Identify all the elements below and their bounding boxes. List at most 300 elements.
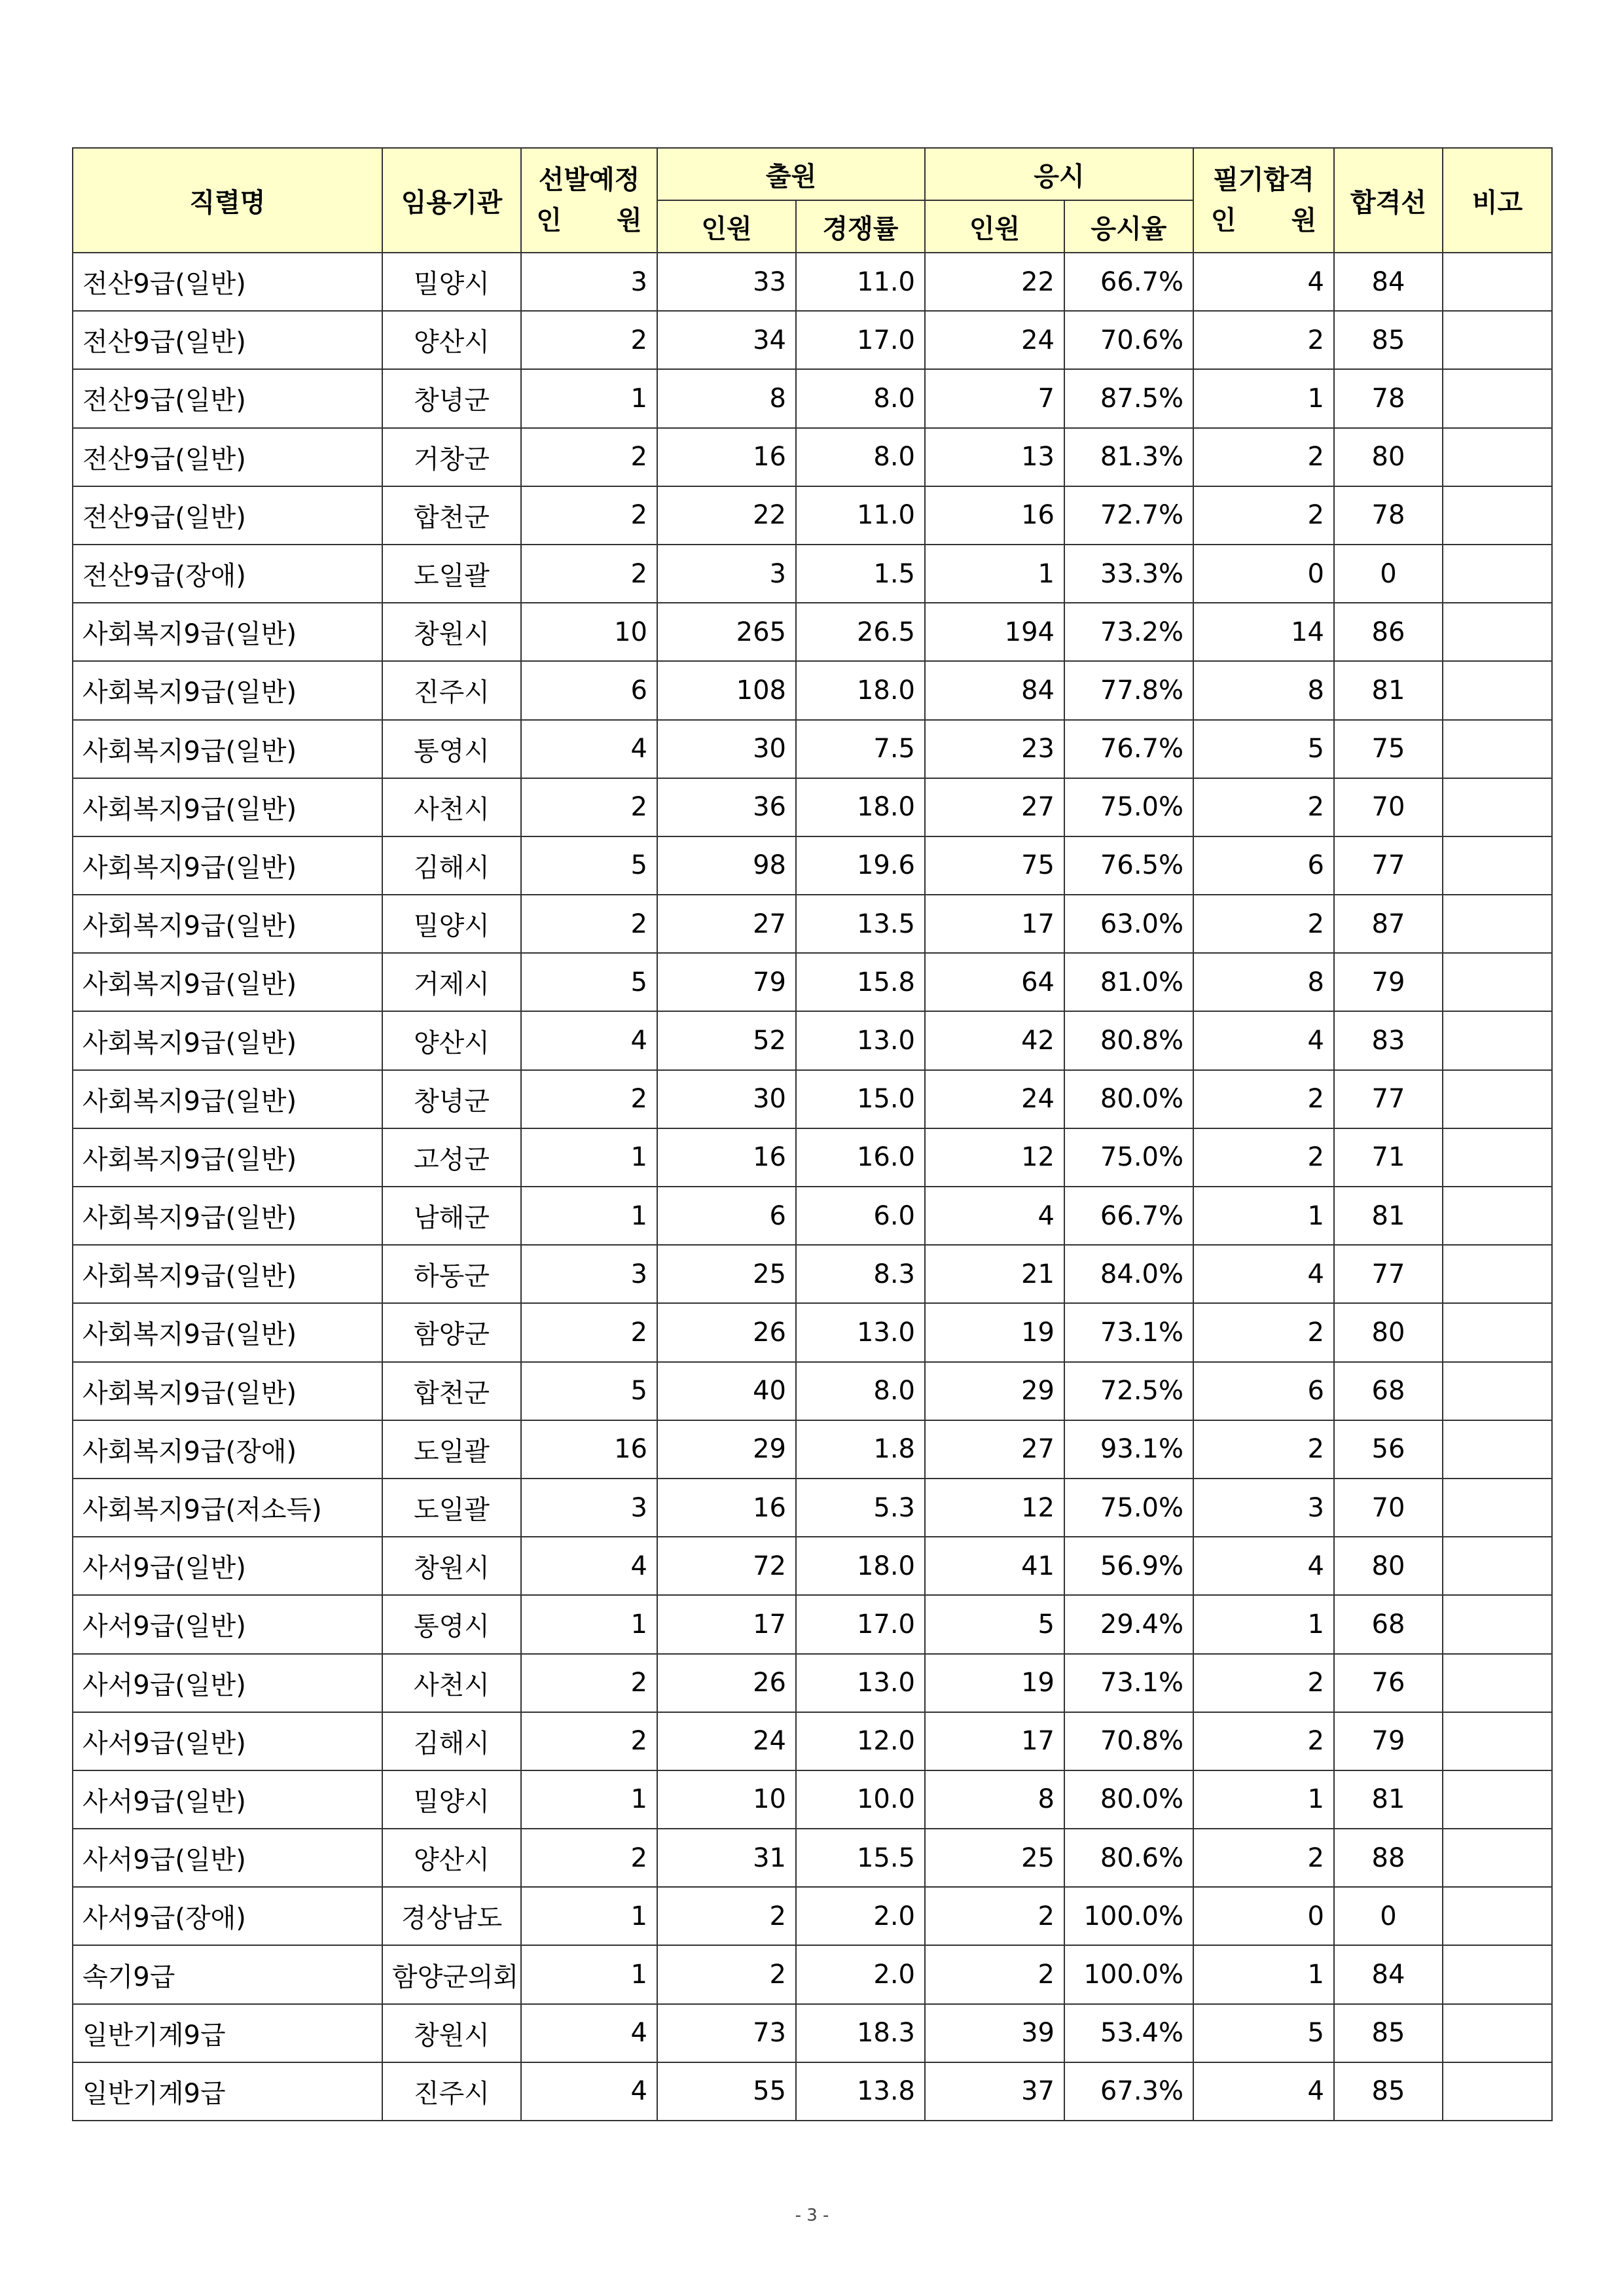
cell-cutoff: 81 [1334,1187,1443,1245]
cell-competition: 8.0 [796,369,925,427]
table-row [73,1595,1552,1653]
cell-passed: 0 [1193,545,1334,603]
cell-planned: 1 [521,369,657,427]
cell-job-title: 사회복지9급(일반) [73,1011,382,1069]
header-exam-count: 인원 [925,200,1064,253]
cell-passed: 4 [1193,2062,1334,2121]
cell-examinees: 64 [925,953,1064,1011]
cell-applicants: 8 [657,369,796,427]
cell-note [1443,428,1552,486]
cell-examinees: 2 [925,1945,1064,2003]
cell-exam-rate: 81.3% [1064,428,1193,486]
table-row [73,545,1552,603]
cell-cutoff: 76 [1334,1654,1443,1712]
cell-passed: 1 [1193,1187,1334,1245]
table-row [73,253,1552,311]
cell-note [1443,1712,1552,1770]
table-row [73,1070,1552,1128]
cell-competition: 15.8 [796,953,925,1011]
cell-passed: 14 [1193,603,1334,661]
cell-exam-rate: 73.2% [1064,603,1193,661]
cell-exam-rate: 80.0% [1064,1070,1193,1128]
cell-cutoff: 77 [1334,1070,1443,1128]
cell-job-title: 사회복지9급(일반) [73,1245,382,1303]
cell-exam-rate: 66.7% [1064,253,1193,311]
cell-job-title: 사회복지9급(일반) [73,1187,382,1245]
table-row [73,1829,1552,1887]
cell-planned: 2 [521,895,657,953]
cell-examinees: 17 [925,1712,1064,1770]
cell-exam-rate: 67.3% [1064,2062,1193,2121]
cell-note [1443,1187,1552,1245]
cell-applicants: 52 [657,1011,796,1069]
cell-planned: 2 [521,311,657,369]
cell-planned: 5 [521,1362,657,1420]
cell-examinees: 7 [925,369,1064,427]
cell-competition: 15.0 [796,1070,925,1128]
table-row [73,1887,1552,1945]
cell-examinees: 21 [925,1245,1064,1303]
cell-agency: 도일괄 [382,1479,521,1537]
cell-exam-rate: 53.4% [1064,2004,1193,2062]
table-row [73,1537,1552,1595]
cell-planned: 5 [521,953,657,1011]
table-row [73,2062,1552,2121]
cell-agency: 함양군 [382,1303,521,1361]
cell-competition: 17.0 [796,1595,925,1653]
cell-agency: 양산시 [382,1011,521,1069]
header-exam: 응시 [925,148,1193,200]
cell-note [1443,1595,1552,1653]
cell-examinees: 39 [925,2004,1064,2062]
cell-agency: 진주시 [382,2062,521,2121]
cell-cutoff: 79 [1334,953,1443,1011]
cell-agency: 밀양시 [382,1770,521,1829]
cell-competition: 18.0 [796,1537,925,1595]
cell-agency: 양산시 [382,311,521,369]
cell-job-title: 사서9급(장애) [73,1887,382,1945]
table-header [73,148,1552,253]
cell-exam-rate: 75.0% [1064,1128,1193,1187]
cell-passed: 2 [1193,1712,1334,1770]
cell-passed: 5 [1193,720,1334,778]
cell-job-title: 사회복지9급(일반) [73,778,382,836]
cell-applicants: 26 [657,1303,796,1361]
table-row [73,720,1552,778]
cell-agency: 도일괄 [382,1420,521,1479]
cell-agency: 거창군 [382,428,521,486]
cell-exam-rate: 93.1% [1064,1420,1193,1479]
cell-competition: 19.6 [796,836,925,895]
table-row [73,1245,1552,1303]
cell-planned: 4 [521,1537,657,1595]
cell-applicants: 31 [657,1829,796,1887]
cell-job-title: 사회복지9급(장애) [73,1420,382,1479]
cell-agency: 창녕군 [382,369,521,427]
cell-examinees: 27 [925,778,1064,836]
cell-exam-rate: 76.5% [1064,836,1193,895]
cell-planned: 2 [521,778,657,836]
cell-planned: 5 [521,836,657,895]
cell-cutoff: 80 [1334,1537,1443,1595]
cell-exam-rate: 87.5% [1064,369,1193,427]
cell-competition: 1.8 [796,1420,925,1479]
cell-applicants: 98 [657,836,796,895]
cell-agency: 밀양시 [382,253,521,311]
cell-examinees: 42 [925,1011,1064,1069]
cell-agency: 사천시 [382,1654,521,1712]
cell-job-title: 사서9급(일반) [73,1654,382,1712]
table-row [73,1945,1552,2003]
cell-planned: 2 [521,486,657,545]
cell-planned: 1 [521,1595,657,1653]
table-row [73,603,1552,661]
cell-agency: 통영시 [382,1595,521,1653]
header-cutoff: 합격선 [1334,148,1443,253]
cell-passed: 2 [1193,486,1334,545]
cell-passed: 8 [1193,953,1334,1011]
cell-cutoff: 77 [1334,836,1443,895]
cell-agency: 고성군 [382,1128,521,1187]
cell-applicants: 26 [657,1654,796,1712]
cell-planned: 1 [521,1770,657,1829]
cell-note [1443,953,1552,1011]
cell-examinees: 75 [925,836,1064,895]
cell-competition: 13.0 [796,1654,925,1712]
cell-job-title: 전산9급(장애) [73,545,382,603]
cell-passed: 2 [1193,1829,1334,1887]
cell-job-title: 전산9급(일반) [73,369,382,427]
cell-agency: 하동군 [382,1245,521,1303]
cell-job-title: 사회복지9급(일반) [73,953,382,1011]
cell-planned: 2 [521,428,657,486]
cell-cutoff: 0 [1334,1887,1443,1945]
cell-exam-rate: 80.6% [1064,1829,1193,1887]
cell-examinees: 27 [925,1420,1064,1479]
cell-note [1443,545,1552,603]
cell-job-title: 전산9급(일반) [73,253,382,311]
cell-competition: 18.0 [796,661,925,719]
cell-planned: 6 [521,661,657,719]
table-row [73,1011,1552,1069]
cell-passed: 5 [1193,2004,1334,2062]
cell-cutoff: 86 [1334,603,1443,661]
cell-passed: 2 [1193,428,1334,486]
cell-applicants: 55 [657,2062,796,2121]
cell-exam-rate: 56.9% [1064,1537,1193,1595]
cell-examinees: 8 [925,1770,1064,1829]
cell-cutoff: 85 [1334,311,1443,369]
table-row [73,1770,1552,1829]
cell-competition: 12.0 [796,1712,925,1770]
cell-planned: 3 [521,253,657,311]
cell-job-title: 사회복지9급(일반) [73,1070,382,1128]
cell-planned: 3 [521,1479,657,1537]
cell-planned: 2 [521,1654,657,1712]
cell-note [1443,720,1552,778]
table-row [73,1420,1552,1479]
table-row [73,953,1552,1011]
header-agency: 임용기관 [382,148,521,253]
cell-applicants: 36 [657,778,796,836]
cell-agency: 창원시 [382,603,521,661]
table-row [73,2004,1552,2062]
cell-competition: 18.3 [796,2004,925,2062]
cell-note [1443,1654,1552,1712]
cell-note [1443,1128,1552,1187]
cell-cutoff: 84 [1334,253,1443,311]
cell-examinees: 16 [925,486,1064,545]
cell-examinees: 22 [925,253,1064,311]
cell-note [1443,1887,1552,1945]
cell-passed: 1 [1193,369,1334,427]
cell-applicants: 25 [657,1245,796,1303]
cell-applicants: 27 [657,895,796,953]
cell-planned: 2 [521,1829,657,1887]
header-written-pass-line2: 인 원 [1210,206,1317,236]
cell-examinees: 29 [925,1362,1064,1420]
cell-planned: 16 [521,1420,657,1479]
cell-passed: 4 [1193,1245,1334,1303]
cell-passed: 1 [1193,1770,1334,1829]
cell-competition: 11.0 [796,486,925,545]
cell-examinees: 19 [925,1654,1064,1712]
cell-agency: 합천군 [382,486,521,545]
header-planned-line1: 선발예정 [538,165,640,195]
cell-applicants: 17 [657,1595,796,1653]
cell-planned: 2 [521,545,657,603]
header-job-title: 직렬명 [73,148,382,253]
cell-job-title: 전산9급(일반) [73,486,382,545]
table-row [73,1712,1552,1770]
cell-exam-rate: 72.7% [1064,486,1193,545]
cell-applicants: 16 [657,1479,796,1537]
table-row [73,1362,1552,1420]
table-row [73,1479,1552,1537]
cell-examinees: 24 [925,311,1064,369]
table-row [73,895,1552,953]
cell-exam-rate: 84.0% [1064,1245,1193,1303]
cell-exam-rate: 73.1% [1064,1654,1193,1712]
cell-note [1443,1770,1552,1829]
cell-note [1443,1303,1552,1361]
header-written-pass [1193,148,1334,253]
cell-competition: 11.0 [796,253,925,311]
cell-applicants: 33 [657,253,796,311]
cell-job-title: 사회복지9급(일반) [73,720,382,778]
cell-cutoff: 81 [1334,661,1443,719]
cell-cutoff: 81 [1334,1770,1443,1829]
cell-competition: 1.5 [796,545,925,603]
cell-passed: 2 [1193,1654,1334,1712]
cell-examinees: 25 [925,1829,1064,1887]
cell-passed: 6 [1193,836,1334,895]
cell-planned: 10 [521,603,657,661]
cell-job-title: 전산9급(일반) [73,311,382,369]
cell-exam-rate: 75.0% [1064,778,1193,836]
cell-job-title: 사서9급(일반) [73,1537,382,1595]
cell-examinees: 12 [925,1128,1064,1187]
cell-applicants: 108 [657,661,796,719]
cell-note [1443,895,1552,953]
cell-exam-rate: 63.0% [1064,895,1193,953]
cell-planned: 2 [521,1070,657,1128]
cell-note [1443,1829,1552,1887]
cell-planned: 1 [521,1887,657,1945]
cell-examinees: 2 [925,1887,1064,1945]
cell-note [1443,603,1552,661]
cell-examinees: 24 [925,1070,1064,1128]
cell-planned: 1 [521,1128,657,1187]
cell-job-title: 사서9급(일반) [73,1770,382,1829]
header-exam-rate: 응시율 [1064,200,1193,253]
header-note: 비고 [1443,148,1552,253]
cell-agency: 도일괄 [382,545,521,603]
cell-cutoff: 79 [1334,1712,1443,1770]
cell-competition: 13.0 [796,1303,925,1361]
cell-job-title: 사회복지9급(일반) [73,1303,382,1361]
cell-note [1443,661,1552,719]
cell-competition: 18.0 [796,778,925,836]
cell-note [1443,486,1552,545]
cell-examinees: 4 [925,1187,1064,1245]
cell-applicants: 24 [657,1712,796,1770]
cell-exam-rate: 33.3% [1064,545,1193,603]
page-number: - 3 - [795,2206,829,2225]
cell-job-title: 사회복지9급(일반) [73,1128,382,1187]
cell-exam-rate: 72.5% [1064,1362,1193,1420]
cell-passed: 4 [1193,253,1334,311]
cell-agency: 김해시 [382,1712,521,1770]
cell-exam-rate: 73.1% [1064,1303,1193,1361]
cell-agency: 합천군 [382,1362,521,1420]
exam-results-table [72,147,1553,2121]
cell-note [1443,253,1552,311]
cell-passed: 2 [1193,895,1334,953]
cell-passed: 2 [1193,1303,1334,1361]
cell-competition: 5.3 [796,1479,925,1537]
cell-agency: 진주시 [382,661,521,719]
cell-passed: 8 [1193,661,1334,719]
cell-note [1443,836,1552,895]
cell-cutoff: 75 [1334,720,1443,778]
cell-planned: 4 [521,2062,657,2121]
cell-exam-rate: 70.8% [1064,1712,1193,1770]
cell-planned: 1 [521,1187,657,1245]
cell-agency: 거제시 [382,953,521,1011]
cell-cutoff: 80 [1334,1303,1443,1361]
cell-competition: 13.5 [796,895,925,953]
cell-job-title: 사서9급(일반) [73,1595,382,1653]
cell-cutoff: 77 [1334,1245,1443,1303]
cell-passed: 3 [1193,1479,1334,1537]
cell-agency: 밀양시 [382,895,521,953]
cell-competition: 6.0 [796,1187,925,1245]
cell-applicants: 2 [657,1945,796,2003]
cell-agency: 창원시 [382,2004,521,2062]
cell-exam-rate: 29.4% [1064,1595,1193,1653]
cell-applicants: 3 [657,545,796,603]
cell-applicants: 29 [657,1420,796,1479]
cell-exam-rate: 75.0% [1064,1479,1193,1537]
cell-note [1443,311,1552,369]
cell-planned: 3 [521,1245,657,1303]
cell-applicants: 10 [657,1770,796,1829]
cell-examinees: 84 [925,661,1064,719]
cell-competition: 26.5 [796,603,925,661]
cell-cutoff: 83 [1334,1011,1443,1069]
cell-job-title: 속기9급 [73,1945,382,2003]
cell-competition: 2.0 [796,1945,925,2003]
cell-cutoff: 78 [1334,486,1443,545]
cell-applicants: 16 [657,428,796,486]
cell-applicants: 265 [657,603,796,661]
cell-cutoff: 88 [1334,1829,1443,1887]
cell-applicants: 30 [657,1070,796,1128]
cell-cutoff: 85 [1334,2062,1443,2121]
cell-planned: 4 [521,1011,657,1069]
cell-competition: 13.8 [796,2062,925,2121]
cell-passed: 1 [1193,1595,1334,1653]
cell-passed: 4 [1193,1537,1334,1595]
cell-agency: 남해군 [382,1187,521,1245]
cell-planned: 2 [521,1712,657,1770]
cell-planned: 1 [521,1945,657,2003]
cell-cutoff: 0 [1334,545,1443,603]
table-row [73,661,1552,719]
cell-note [1443,1537,1552,1595]
cell-note [1443,2004,1552,2062]
header-planned [521,148,657,253]
cell-competition: 16.0 [796,1128,925,1187]
table-row [73,1128,1552,1187]
cell-planned: 2 [521,1303,657,1361]
cell-note [1443,1420,1552,1479]
cell-note [1443,778,1552,836]
table-body [73,253,1552,2121]
cell-applicants: 16 [657,1128,796,1187]
cell-examinees: 1 [925,545,1064,603]
cell-passed: 4 [1193,1011,1334,1069]
cell-exam-rate: 100.0% [1064,1945,1193,2003]
cell-job-title: 사서9급(일반) [73,1712,382,1770]
cell-examinees: 194 [925,603,1064,661]
cell-exam-rate: 81.0% [1064,953,1193,1011]
cell-job-title: 일반기계9급 [73,2004,382,2062]
cell-applicants: 6 [657,1187,796,1245]
header-app-count: 인원 [657,200,796,253]
cell-exam-rate: 76.7% [1064,720,1193,778]
cell-examinees: 37 [925,2062,1064,2121]
cell-applicants: 72 [657,1537,796,1595]
table-row [73,311,1552,369]
cell-job-title: 사회복지9급(일반) [73,836,382,895]
cell-applicants: 73 [657,2004,796,2062]
cell-exam-rate: 77.8% [1064,661,1193,719]
cell-competition: 8.0 [796,428,925,486]
cell-exam-rate: 100.0% [1064,1887,1193,1945]
cell-job-title: 사회복지9급(저소득) [73,1479,382,1537]
table-row [73,486,1552,545]
cell-passed: 2 [1193,1128,1334,1187]
cell-examinees: 19 [925,1303,1064,1361]
cell-planned: 4 [521,720,657,778]
cell-agency: 경상남도 [382,1887,521,1945]
cell-cutoff: 70 [1334,778,1443,836]
cell-examinees: 41 [925,1537,1064,1595]
cell-note [1443,1479,1552,1537]
cell-passed: 2 [1193,1070,1334,1128]
